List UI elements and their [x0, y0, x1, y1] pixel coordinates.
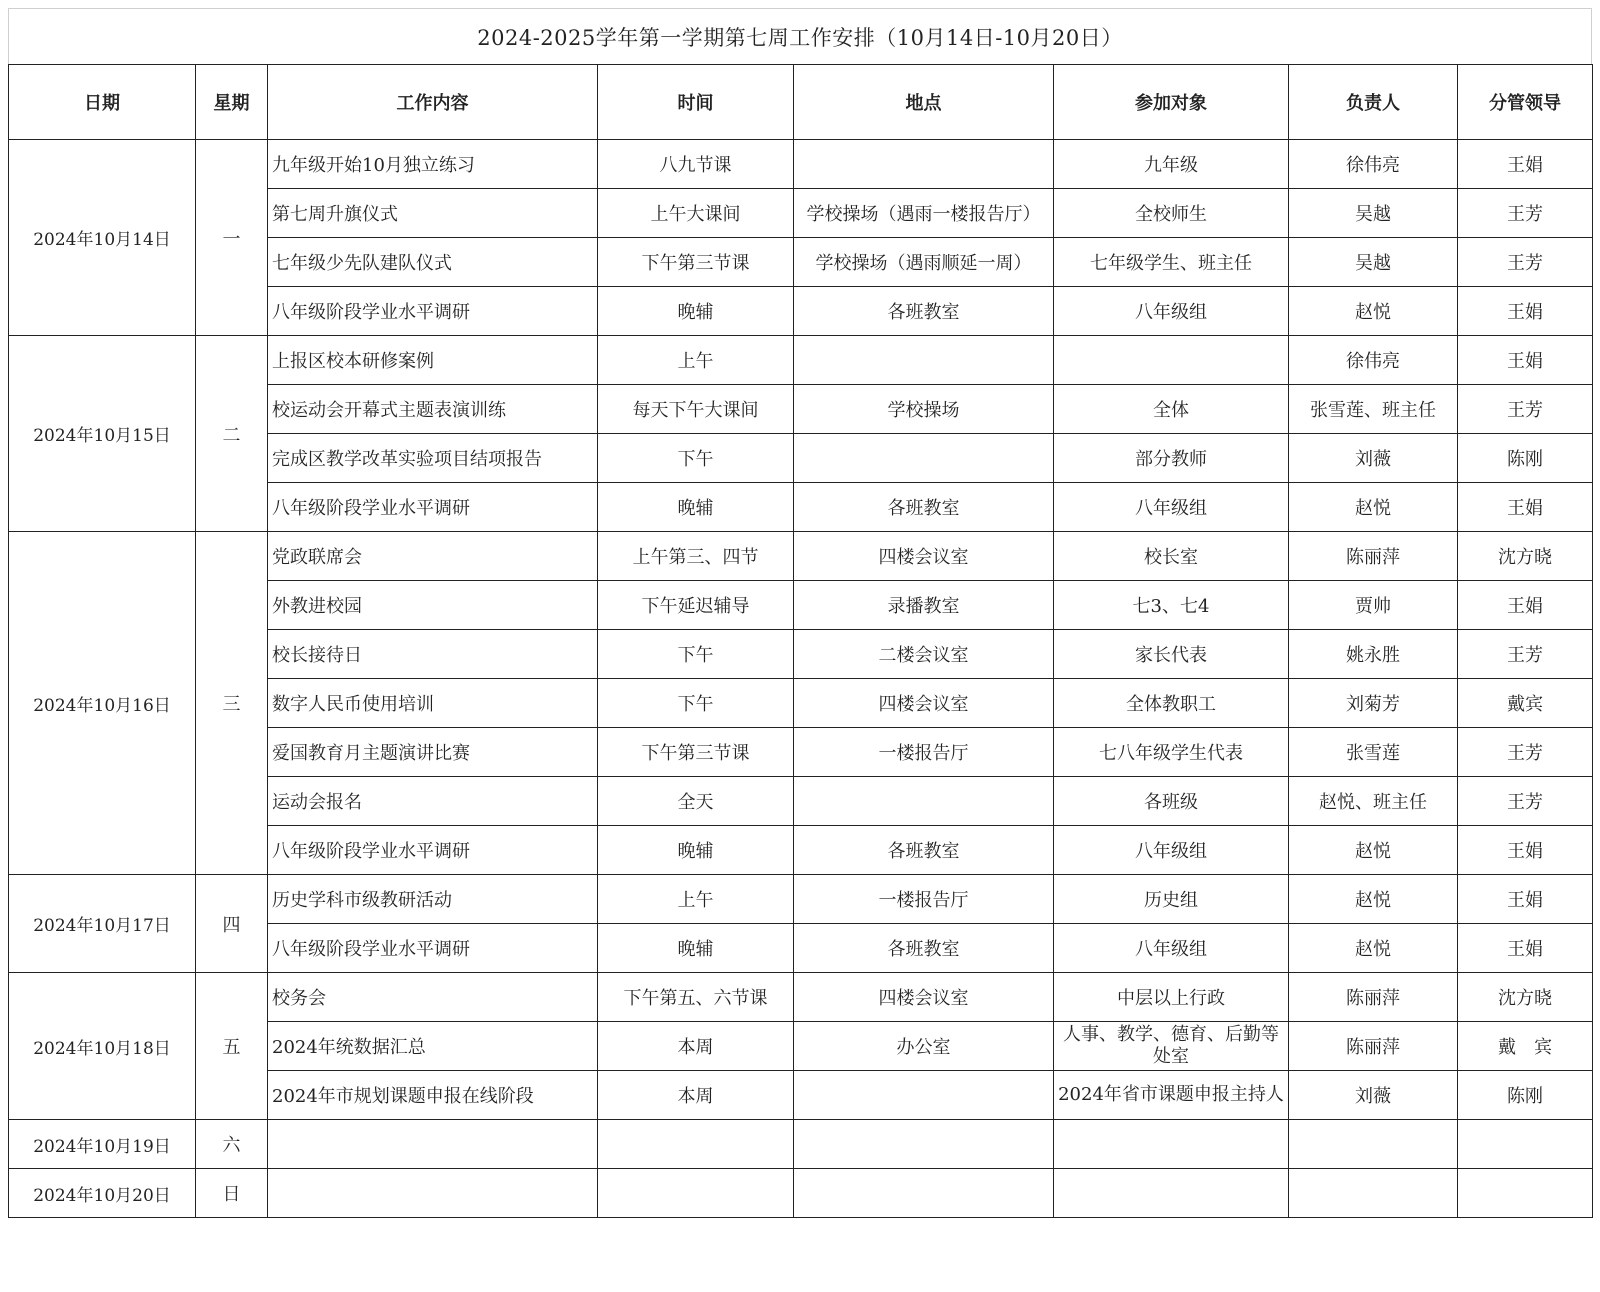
table-row: [9, 973, 1593, 1022]
participants-cell: 历史组: [1054, 875, 1289, 924]
content-cell: 校运动会开幕式主题表演训练: [268, 385, 598, 434]
location-cell: 四楼会议室: [794, 679, 1054, 728]
content-cell: 第七周升旗仪式: [268, 189, 598, 238]
content-cell: 2024年市规划课题申报在线阶段: [268, 1071, 598, 1120]
location-cell: 各班教室: [794, 826, 1054, 875]
header-location: 地点: [794, 65, 1054, 140]
location-cell: 各班教室: [794, 483, 1054, 532]
location-cell: [794, 434, 1054, 483]
leader-cell: 王娟: [1458, 140, 1593, 189]
location-cell: 四楼会议室: [794, 532, 1054, 581]
owner-cell: 姚永胜: [1289, 630, 1458, 679]
owner-cell: 刘薇: [1289, 434, 1458, 483]
time-cell: 本周: [598, 1071, 794, 1120]
participants-cell: 八年级组: [1054, 483, 1289, 532]
content-cell: [268, 1169, 598, 1218]
date-cell: 2024年10月15日: [9, 336, 196, 532]
leader-cell: 王娟: [1458, 287, 1593, 336]
date-cell: 2024年10月17日: [9, 875, 196, 973]
leader-cell: 王芳: [1458, 777, 1593, 826]
owner-cell: 赵悦: [1289, 287, 1458, 336]
owner-cell: 赵悦: [1289, 483, 1458, 532]
participants-cell: [1054, 1120, 1289, 1169]
content-cell: 校务会: [268, 973, 598, 1022]
date-cell: 2024年10月18日: [9, 973, 196, 1120]
location-cell: [794, 336, 1054, 385]
location-cell: 录播教室: [794, 581, 1054, 630]
content-cell: 八年级阶段学业水平调研: [268, 924, 598, 973]
owner-cell: 吴越: [1289, 189, 1458, 238]
participants-cell: 中层以上行政: [1054, 973, 1289, 1022]
leader-cell: 沈方晓: [1458, 973, 1593, 1022]
location-cell: [794, 777, 1054, 826]
leader-cell: 沈方晓: [1458, 532, 1593, 581]
participants-cell: 家长代表: [1054, 630, 1289, 679]
leader-cell: 王娟: [1458, 483, 1593, 532]
weekday-cell: 日: [196, 1169, 268, 1218]
leader-cell: 王娟: [1458, 336, 1593, 385]
time-cell: 下午延迟辅导: [598, 581, 794, 630]
header-content: 工作内容: [268, 65, 598, 140]
participants-cell: 八年级组: [1054, 924, 1289, 973]
content-cell: [268, 1120, 598, 1169]
content-cell: 2024年统数据汇总: [268, 1022, 598, 1071]
content-cell: 爱国教育月主题演讲比赛: [268, 728, 598, 777]
leader-cell: 王芳: [1458, 189, 1593, 238]
location-cell: 学校操场（遇雨顺延一周）: [794, 238, 1054, 287]
time-cell: 本周: [598, 1022, 794, 1071]
content-cell: 运动会报名: [268, 777, 598, 826]
date-cell: 2024年10月20日: [9, 1169, 196, 1218]
content-cell: 外教进校园: [268, 581, 598, 630]
participants-cell: [1054, 1169, 1289, 1218]
owner-cell: 赵悦: [1289, 875, 1458, 924]
location-cell: 各班教室: [794, 287, 1054, 336]
table-row: [9, 1169, 1593, 1218]
time-cell: 每天下午大课间: [598, 385, 794, 434]
owner-cell: 张雪莲、班主任: [1289, 385, 1458, 434]
owner-cell: 张雪莲: [1289, 728, 1458, 777]
owner-cell: 陈丽萍: [1289, 973, 1458, 1022]
participants-cell: 校长室: [1054, 532, 1289, 581]
table-row: [9, 140, 1593, 189]
participants-cell: 部分教师: [1054, 434, 1289, 483]
time-cell: 晚辅: [598, 924, 794, 973]
owner-cell: 刘薇: [1289, 1071, 1458, 1120]
content-cell: 完成区教学改革实验项目结项报告: [268, 434, 598, 483]
time-cell: 下午: [598, 679, 794, 728]
time-cell: 上午大课间: [598, 189, 794, 238]
content-cell: 数字人民币使用培训: [268, 679, 598, 728]
time-cell: 上午第三、四节: [598, 532, 794, 581]
leader-cell: 王娟: [1458, 875, 1593, 924]
owner-cell: 赵悦: [1289, 826, 1458, 875]
date-cell: 2024年10月19日: [9, 1120, 196, 1169]
owner-cell: 刘菊芳: [1289, 679, 1458, 728]
content-cell: 八年级阶段学业水平调研: [268, 483, 598, 532]
location-cell: [794, 1071, 1054, 1120]
location-cell: 一楼报告厅: [794, 728, 1054, 777]
content-cell: 七年级少先队建队仪式: [268, 238, 598, 287]
header-leader: 分管领导: [1458, 65, 1593, 140]
location-cell: 学校操场: [794, 385, 1054, 434]
content-cell: 校长接待日: [268, 630, 598, 679]
participants-cell: 八年级组: [1054, 826, 1289, 875]
leader-cell: 王芳: [1458, 238, 1593, 287]
leader-cell: 王芳: [1458, 385, 1593, 434]
leader-cell: 王芳: [1458, 630, 1593, 679]
owner-cell: 赵悦: [1289, 924, 1458, 973]
location-cell: [794, 1120, 1054, 1169]
time-cell: 下午第三节课: [598, 238, 794, 287]
participants-cell: 七八年级学生代表: [1054, 728, 1289, 777]
participants-cell: 七年级学生、班主任: [1054, 238, 1289, 287]
schedule-sheet: [8, 8, 1592, 1218]
time-cell: 晚辅: [598, 287, 794, 336]
location-cell: 二楼会议室: [794, 630, 1054, 679]
time-cell: 下午: [598, 434, 794, 483]
content-cell: 八年级阶段学业水平调研: [268, 287, 598, 336]
owner-cell: 贾帅: [1289, 581, 1458, 630]
date-cell: 2024年10月16日: [9, 532, 196, 875]
date-cell: 2024年10月14日: [9, 140, 196, 336]
participants-cell: [1054, 336, 1289, 385]
participants-cell: 全校师生: [1054, 189, 1289, 238]
time-cell: 上午: [598, 875, 794, 924]
owner-cell: [1289, 1169, 1458, 1218]
location-cell: 各班教室: [794, 924, 1054, 973]
owner-cell: 徐伟亮: [1289, 140, 1458, 189]
table-row: [9, 875, 1593, 924]
time-cell: 全天: [598, 777, 794, 826]
owner-cell: 徐伟亮: [1289, 336, 1458, 385]
content-cell: 党政联席会: [268, 532, 598, 581]
weekday-cell: 三: [196, 532, 268, 875]
time-cell: 晚辅: [598, 826, 794, 875]
leader-cell: [1458, 1120, 1593, 1169]
weekday-cell: 六: [196, 1120, 268, 1169]
location-cell: 办公室: [794, 1022, 1054, 1071]
location-cell: [794, 1169, 1054, 1218]
leader-cell: 戴 宾: [1458, 1022, 1593, 1071]
owner-cell: 赵悦、班主任: [1289, 777, 1458, 826]
leader-cell: 王娟: [1458, 581, 1593, 630]
time-cell: 上午: [598, 336, 794, 385]
table-row: [9, 1120, 1593, 1169]
time-cell: 晚辅: [598, 483, 794, 532]
header-weekday: 星期: [196, 65, 268, 140]
participants-cell: 八年级组: [1054, 287, 1289, 336]
owner-cell: 吴越: [1289, 238, 1458, 287]
leader-cell: 王娟: [1458, 826, 1593, 875]
weekday-cell: 五: [196, 973, 268, 1120]
owner-cell: [1289, 1120, 1458, 1169]
weekday-cell: 四: [196, 875, 268, 973]
participants-cell: 七3、七4: [1054, 581, 1289, 630]
leader-cell: 陈刚: [1458, 1071, 1593, 1120]
leader-cell: 王芳: [1458, 728, 1593, 777]
content-cell: 八年级阶段学业水平调研: [268, 826, 598, 875]
header-participants: 参加对象: [1054, 65, 1289, 140]
leader-cell: 陈刚: [1458, 434, 1593, 483]
time-cell: [598, 1169, 794, 1218]
leader-cell: 王娟: [1458, 924, 1593, 973]
participants-cell: 人事、教学、德育、后勤等处室: [1054, 1022, 1289, 1071]
page-title: 2024-2025学年第一学期第七周工作安排（10月14日-10月20日）: [8, 8, 1592, 64]
leader-cell: 戴宾: [1458, 679, 1593, 728]
location-cell: 四楼会议室: [794, 973, 1054, 1022]
time-cell: [598, 1120, 794, 1169]
header-owner: 负责人: [1289, 65, 1458, 140]
location-cell: [794, 140, 1054, 189]
participants-cell: 九年级: [1054, 140, 1289, 189]
header-date: 日期: [9, 65, 196, 140]
weekday-cell: 二: [196, 336, 268, 532]
participants-cell: 各班级: [1054, 777, 1289, 826]
participants-cell: 全体: [1054, 385, 1289, 434]
participants-cell: 2024年省市课题申报主持人: [1054, 1071, 1289, 1120]
time-cell: 下午第三节课: [598, 728, 794, 777]
weekday-cell: 一: [196, 140, 268, 336]
location-cell: 一楼报告厅: [794, 875, 1054, 924]
content-cell: 历史学科市级教研活动: [268, 875, 598, 924]
time-cell: 下午第五、六节课: [598, 973, 794, 1022]
table-row: [9, 336, 1593, 385]
content-cell: 上报区校本研修案例: [268, 336, 598, 385]
owner-cell: 陈丽萍: [1289, 1022, 1458, 1071]
location-cell: 学校操场（遇雨一楼报告厅）: [794, 189, 1054, 238]
owner-cell: 陈丽萍: [1289, 532, 1458, 581]
time-cell: 八九节课: [598, 140, 794, 189]
time-cell: 下午: [598, 630, 794, 679]
participants-cell: 全体教职工: [1054, 679, 1289, 728]
header-time: 时间: [598, 65, 794, 140]
header-row: [9, 65, 1593, 140]
schedule-table: [8, 64, 1593, 1218]
table-row: [9, 532, 1593, 581]
content-cell: 九年级开始10月独立练习: [268, 140, 598, 189]
leader-cell: [1458, 1169, 1593, 1218]
